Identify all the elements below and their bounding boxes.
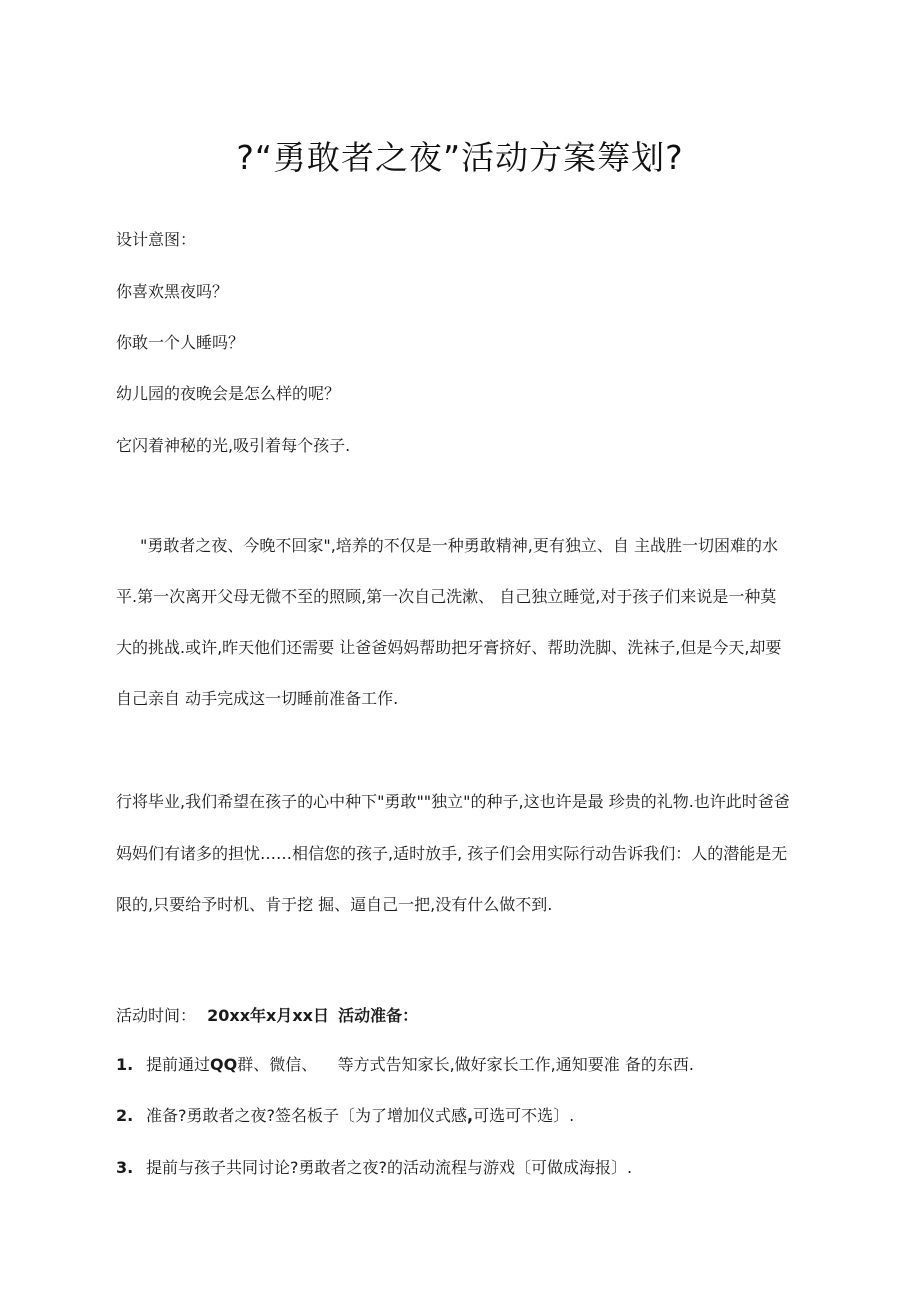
paragraph1-line: 平.第一次离开父母无微不至的照顾,第一次自己洗漱、 自己独立睡觉,对于孩子们来说是一种莫 bbox=[116, 587, 777, 606]
paragraph2-line: 行将毕业,我们希望在孩子的心中种下"勇敢""独立"的种子,这也许是最 珍贵的礼物.也许此时爸爸 bbox=[116, 792, 790, 811]
prep-item-text-part: 准备?勇敢者之夜?签名板子〔为了增加仪式感 bbox=[146, 1106, 467, 1125]
intro-line: 你喜欢黑夜吗？ bbox=[116, 282, 229, 301]
paragraph1-line: "勇敢者之夜、今晚不回家",培养的不仅是一种勇敢精神,更有独立、自 主战胜一切困难的水 bbox=[140, 536, 778, 555]
intro-label: 设计意图： bbox=[116, 230, 197, 249]
prep-item-text bbox=[146, 1053, 694, 1077]
prep-item-text bbox=[146, 1156, 632, 1180]
paragraph2-line: 限的,只要给予时机、肯于挖 掘、逼自己一把,没有什么做不到. bbox=[116, 895, 553, 914]
paragraph2-line: 妈妈们有诸多的担忧……相信您的孩子,适时放手, 孩子们会用实际行动告诉我们：人的潜能是无 bbox=[116, 844, 788, 863]
prep-item-text-part: 提前通过 bbox=[146, 1055, 211, 1074]
prep-item-text-part: 提前与孩子共同讨论?勇敢者之夜?的活动流程与游戏〔可做成海报〕. bbox=[146, 1158, 633, 1177]
prep-item-text-bold: QQ bbox=[210, 1055, 238, 1074]
page-title: ?“勇敢者之夜”活动方案筹划? bbox=[236, 138, 684, 177]
paragraph1-line: 大的挑战.或许,昨天他们还需要 让爸爸妈妈帮助把牙膏挤好、帮助洗脚、洗袜子,但是今天,却要 bbox=[116, 638, 782, 657]
activity-line bbox=[116, 1004, 418, 1028]
paragraph1-line: 自己亲自 动手完成这一切睡前准备工作. bbox=[116, 689, 399, 708]
prep-item-text-part: 可选可不选〕. bbox=[473, 1106, 575, 1125]
activity-date: 20xx年x月xx日 bbox=[207, 1006, 329, 1025]
intro-line: 它闪着神秘的光,吸引着每个孩子. bbox=[116, 436, 351, 455]
activity-prep-label: 活动准备： bbox=[338, 1006, 419, 1025]
prep-item-number: 2. bbox=[116, 1106, 134, 1125]
intro-line: 你敢一个人睡吗？ bbox=[116, 333, 245, 352]
activity-time-label: 活动时间： bbox=[116, 1006, 197, 1025]
prep-item-number: 1. bbox=[116, 1055, 134, 1074]
prep-item-text-part: 群、微信、 等方式告知家长,做好家长工作,通知要准 备的东西. bbox=[237, 1055, 694, 1074]
intro-line: 幼儿园的夜晚会是怎么样的呢？ bbox=[116, 384, 341, 403]
prep-item-number: 3. bbox=[116, 1158, 134, 1177]
prep-item-text-bold: , bbox=[467, 1106, 474, 1125]
prep-item-text bbox=[146, 1104, 574, 1128]
